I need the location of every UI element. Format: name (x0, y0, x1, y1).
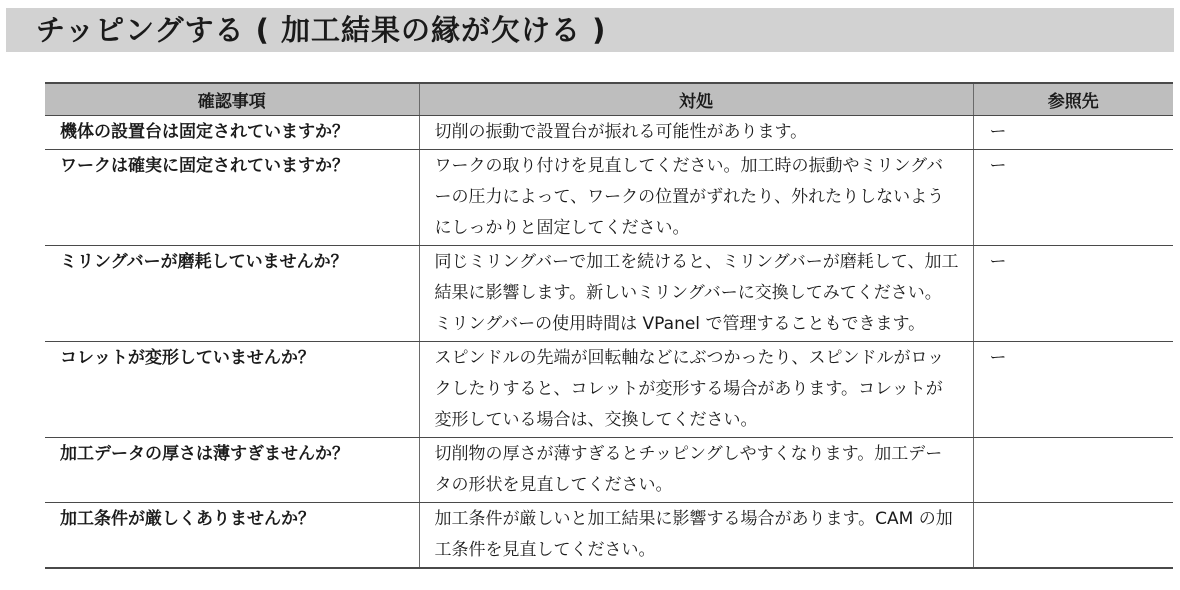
reference-cell: ー (973, 246, 1173, 342)
troubleshooting-table (45, 82, 1173, 569)
table-row (45, 438, 1173, 503)
check-item: ワークは確実に固定されていますか？ (45, 150, 419, 246)
section-title: チッピングする ( 加工結果の縁が欠ける ) (36, 13, 607, 47)
reference-cell: ー (973, 150, 1173, 246)
action-text: 同じミリングバーで加工を続けると、ミリングバーが磨耗して、加工結果に影響します。新しいミリングバーに交換してみてください。ミリングバーの使用時間は VPanel で管理することもできます。 (419, 246, 973, 342)
reference-cell (973, 503, 1173, 569)
action-text: 加工条件が厳しいと加工結果に影響する場合があります。CAM の加工条件を見直してください。 (419, 503, 973, 569)
reference-cell: ー (973, 342, 1173, 438)
table-row (45, 150, 1173, 246)
action-text: 切削物の厚さが薄すぎるとチッピングしやすくなります。加工データの形状を見直してください。 (419, 438, 973, 503)
header-check-items: 確認事項 (45, 83, 419, 116)
action-text: スピンドルの先端が回転軸などにぶつかったり、スピンドルがロックしたりすると、コレットが変形する場合があります。コレットが変形している場合は、交換してください。 (419, 342, 973, 438)
table-row (45, 342, 1173, 438)
reference-cell: ー (973, 116, 1173, 150)
reference-cell (973, 438, 1173, 503)
action-text: ワークの取り付けを見直してください。加工時の振動やミリングバーの圧力によって、ワークの位置がずれたり、外れたりしないようにしっかりと固定してください。 (419, 150, 973, 246)
table-row (45, 246, 1173, 342)
check-item: コレットが変形していませんか？ (45, 342, 419, 438)
check-item: 加工データの厚さは薄すぎませんか？ (45, 438, 419, 503)
section-title-bar (6, 8, 1174, 52)
table-row (45, 503, 1173, 569)
check-item: ミリングバーが磨耗していませんか？ (45, 246, 419, 342)
header-reference: 参照先 (973, 83, 1173, 116)
check-item: 機体の設置台は固定されていますか？ (45, 116, 419, 150)
table-row (45, 116, 1173, 150)
check-item: 加工条件が厳しくありませんか？ (45, 503, 419, 569)
table-header-row (45, 83, 1173, 116)
header-action: 対処 (419, 83, 973, 116)
action-text: 切削の振動で設置台が振れる可能性があります。 (419, 116, 973, 150)
